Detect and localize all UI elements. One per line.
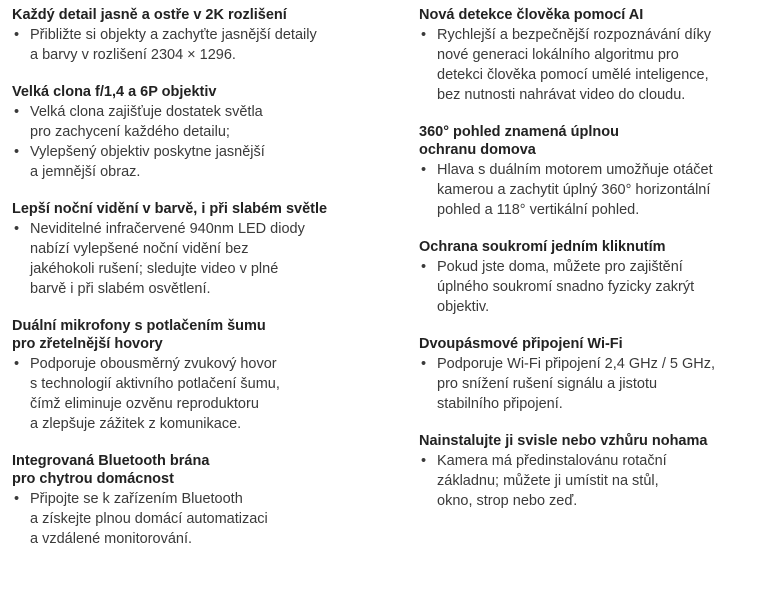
section-title-line: 360° pohled znamená úplnou (419, 124, 619, 140)
bullet-text-line: barvě i při slabém osvětlení. (30, 281, 211, 297)
left-column (12, 6, 404, 567)
section-title-line: Lepší noční vidění v barvě, i při slabém světle (12, 201, 328, 217)
bullet-text-line: jakéhokoli rušení; sledujte video v plné (30, 261, 279, 277)
feature-section (419, 238, 778, 317)
bullet-text-line: a zlepšuje zážitek z komunikace. (30, 416, 242, 432)
feature-section (419, 123, 778, 220)
section-title-line: Dvoupásmové připojení Wi-Fi (419, 336, 623, 352)
bullet-item (419, 451, 778, 511)
bullet-text-line: úplného soukromí snadno fyzicky zakrýt (437, 279, 695, 295)
bullet-text-line: detekci člověka pomocí umělé inteligence, (437, 67, 709, 83)
section-title-line: Velká clona f/1,4 a 6P objektiv (12, 84, 217, 100)
bullet-text-line: nové generaci lokálního algoritmu pro (437, 47, 679, 63)
bullet-item (419, 160, 778, 220)
bullet-item (12, 25, 404, 65)
bullet-item (12, 354, 404, 434)
bullet-text-line: nabízí vylepšené noční vidění bez (30, 241, 249, 257)
bullet-text-line: kamerou a zachytit úplný 360° horizontální (437, 182, 711, 198)
bullet-text-line: • Rychlejší a bezpečnější rozpoznávání díky (437, 27, 712, 43)
section-title (419, 6, 778, 24)
feature-section (419, 6, 778, 105)
bullet-text-line: pro zachycení každého detailu; (30, 124, 230, 140)
bullet-text-line: • Vylepšený objektiv poskytne jasnější (30, 144, 265, 160)
section-title-line: ochranu domova (419, 142, 536, 158)
bullet-text-line: a vzdálené monitorování. (30, 531, 193, 547)
section-title-line: Nainstalujte ji svisle nebo vzhůru nohama (419, 433, 708, 449)
feature-section (12, 452, 404, 549)
bullet-text-line: • Přibližte si objekty a zachyťte jasnější detaily (30, 27, 317, 43)
section-title-line: pro zřetelnější hovory (12, 336, 163, 352)
section-title-line: Duální mikrofony s potlačením šumu (12, 318, 266, 334)
bullet-item (419, 25, 778, 105)
bullet-text-line: • Kamera má předinstalovánu rotační (437, 453, 667, 469)
section-title (12, 6, 404, 24)
bullet-text-line: • Velká clona zajišťuje dostatek světla (30, 104, 263, 120)
bullet-text-line: a jemnější obraz. (30, 164, 141, 180)
bullet-item (419, 257, 778, 317)
bullet-text-line: stabilního připojení. (437, 396, 563, 412)
section-title (12, 200, 404, 218)
section-title (419, 238, 778, 256)
bullet-text-line: objektiv. (437, 299, 490, 315)
section-title (419, 335, 778, 353)
feature-section (419, 432, 778, 511)
section-title (12, 317, 404, 353)
section-title-line: Ochrana soukromí jedním kliknutím (419, 239, 666, 255)
bullet-text-line: • Hlava s duálním motorem umožňuje otáčet (437, 162, 713, 178)
section-title (12, 83, 404, 101)
section-title (12, 452, 404, 488)
bullet-text-line: čímž eliminuje ozvěnu reproduktoru (30, 396, 259, 412)
feature-section (12, 317, 404, 434)
right-column (419, 6, 778, 529)
bullet-item (12, 142, 404, 182)
bullet-text-line: a získejte plnou domácí automatizaci (30, 511, 268, 527)
bullet-text-line: s technologií aktivního potlačení šumu, (30, 376, 280, 392)
bullet-text-line: • Neviditelné infračervené 940nm LED diody (30, 221, 305, 237)
section-title (419, 432, 778, 450)
bullet-text-line: • Podporuje Wi-Fi připojení 2,4 GHz / 5 GHz, (437, 356, 716, 372)
feature-section (12, 6, 404, 65)
bullet-text-line: okno, strop nebo zeď. (437, 493, 578, 509)
bullet-text-line: • Připojte se k zařízením Bluetooth (30, 491, 243, 507)
bullet-text-line: pro snížení rušení signálu a jistotu (437, 376, 658, 392)
feature-section (12, 200, 404, 299)
feature-section (12, 83, 404, 182)
bullet-item (419, 354, 778, 414)
bullet-text-line: bez nutnosti nahrávat video do cloudu. (437, 87, 686, 103)
bullet-text-line: základnu; můžete ji umístit na stůl, (437, 473, 659, 489)
bullet-item (12, 219, 404, 299)
feature-section (419, 335, 778, 414)
section-title-line: Nová detekce člověka pomocí AI (419, 7, 644, 23)
section-title-line: Každý detail jasně a ostře v 2K rozlišení (12, 7, 287, 23)
bullet-item (12, 489, 404, 549)
bullet-text-line: a barvy v rozlišení 2304 × 1296. (30, 47, 236, 63)
section-title-line: Integrovaná Bluetooth brána (12, 453, 210, 469)
bullet-item (12, 102, 404, 142)
bullet-text-line: pohled a 118° vertikální pohled. (437, 202, 640, 218)
section-title-line: pro chytrou domácnost (12, 471, 174, 487)
bullet-text-line: • Podporuje obousměrný zvukový hovor (30, 356, 277, 372)
section-title (419, 123, 778, 159)
bullet-text-line: • Pokud jste doma, můžete pro zajištění (437, 259, 683, 275)
